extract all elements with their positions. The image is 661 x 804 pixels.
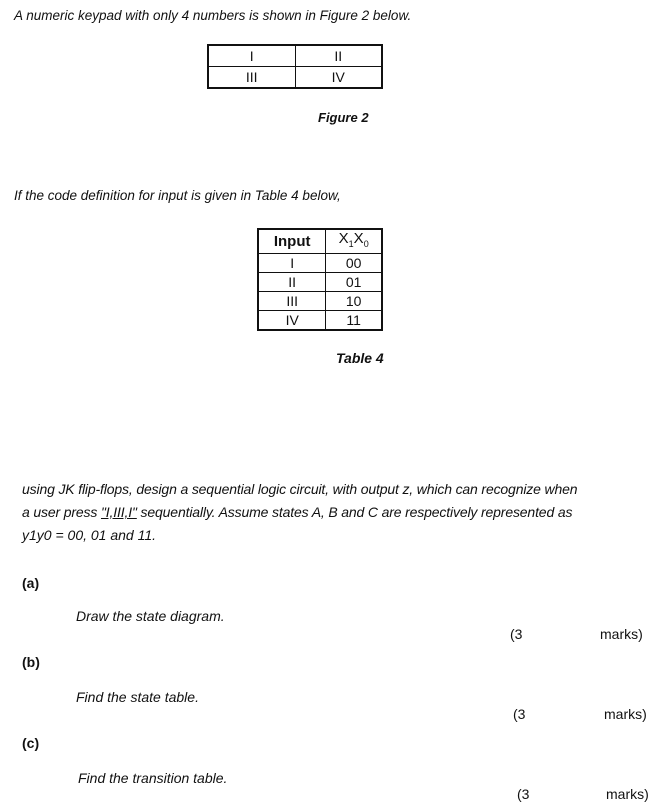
keypad-key-3: III	[208, 67, 295, 89]
table-caption: Table 4	[336, 350, 384, 366]
part-c-marks-number: (3	[517, 786, 530, 802]
table-cell-code: 11	[326, 311, 382, 331]
part-a-marks-word: marks)	[600, 626, 643, 642]
part-c-label: (c)	[22, 735, 40, 751]
part-b-question: Find the state table.	[76, 689, 199, 705]
part-a-question: Draw the state diagram.	[76, 608, 225, 624]
keypad-figure	[207, 44, 383, 89]
table-cell-input: II	[258, 273, 326, 292]
table-header-x1x0: $X_1X_0$	[326, 229, 382, 254]
keypad-row	[208, 67, 382, 89]
part-c-question: Find the transition table.	[78, 770, 228, 786]
problem-line-2-prefix: a user press	[22, 504, 101, 520]
table-cell-code: 00	[326, 254, 382, 273]
part-b-label: (b)	[22, 654, 40, 670]
table-header-row	[258, 229, 382, 254]
problem-line-2	[22, 504, 572, 520]
part-c-marks-word: marks)	[606, 786, 649, 802]
problem-line-3: y1y0 = 00, 01 and 11.	[22, 527, 157, 543]
keypad-key-4: IV	[295, 67, 382, 89]
keypad-key-1: I	[208, 45, 295, 67]
problem-line-1: using JK flip-flops, design a sequential logic circuit, with output z, which can recognize when	[22, 481, 578, 497]
table-cell-code: 10	[326, 292, 382, 311]
figure-caption: Figure 2	[318, 110, 369, 125]
table-row	[258, 292, 382, 311]
table-cell-input: I	[258, 254, 326, 273]
intro-text: A numeric keypad with only 4 numbers is shown in Figure 2 below.	[14, 8, 412, 23]
table-cell-input: III	[258, 292, 326, 311]
problem-line-2-suffix: sequentially. Assume states A, B and C are respectively represented as	[136, 504, 573, 520]
code-table	[257, 228, 383, 331]
part-a-marks-number: (3	[510, 626, 523, 642]
table-row	[258, 273, 382, 292]
table-cell-input: IV	[258, 311, 326, 331]
table-cell-code: 01	[326, 273, 382, 292]
part-b-marks-number: (3	[513, 706, 526, 722]
code-intro-text: If the code definition for input is given in Table 4 below,	[14, 188, 341, 203]
keypad-key-2: II	[295, 45, 382, 67]
table-header-input: Input	[258, 229, 326, 254]
table-row	[258, 254, 382, 273]
table-row	[258, 311, 382, 331]
input-sequence: "I,III,I"	[100, 504, 137, 520]
part-a-label: (a)	[22, 575, 40, 591]
part-b-marks-word: marks)	[604, 706, 647, 722]
keypad-row	[208, 45, 382, 67]
